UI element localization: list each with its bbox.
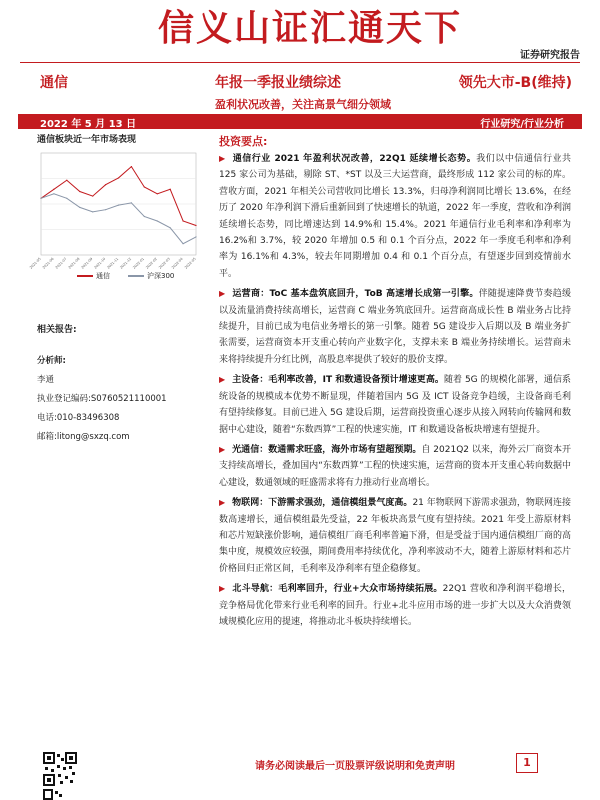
data-point bbox=[79, 207, 80, 208]
para-lead: 通信行业 2021 年盈利状况改善，22Q1 延续增长态势。 bbox=[232, 154, 477, 164]
report-type: 证券研究报告 bbox=[520, 50, 580, 61]
x-tick-label: 2021-09 bbox=[80, 256, 94, 270]
series-line-0 bbox=[41, 167, 196, 226]
paragraph-beidou bbox=[219, 581, 571, 630]
analyst-label: 分析师: bbox=[37, 356, 66, 366]
data-point bbox=[53, 189, 54, 190]
data-point bbox=[157, 220, 158, 221]
x-tick-label: 2021-12 bbox=[119, 256, 133, 270]
data-point bbox=[182, 243, 183, 244]
para-body: 随着 5G 的规模化部署，通信系统设备的规模成本优势不断显现，伴随着国内 5G 及 ICT 设备竞争趋缓，主设备商毛利有望持续修复。目前已进入 5G 建设后期，运营商投资重心逐步从接入网转向传输网和数据中心建设，随着“东数西算”工程的快速实施，IT 和数通设备板块增速有望提升。 bbox=[219, 375, 571, 435]
company-logo: 信义山证汇通天下 bbox=[158, 7, 463, 49]
cert-row bbox=[37, 390, 207, 409]
date-bar bbox=[18, 114, 582, 129]
email-label: 邮箱: bbox=[37, 432, 57, 442]
x-tick-label: 2021-05 bbox=[28, 256, 42, 270]
series-line-1 bbox=[41, 194, 196, 244]
data-point bbox=[53, 193, 54, 194]
investment-highlights bbox=[219, 133, 571, 634]
legend-label-hs300: 沪深300 bbox=[147, 272, 175, 280]
data-point bbox=[144, 186, 145, 187]
data-point bbox=[92, 211, 93, 212]
x-tick-label: 2022-04 bbox=[170, 256, 184, 270]
data-point bbox=[66, 180, 67, 181]
phone-row bbox=[37, 409, 207, 428]
report-date: 2022 年 5 月 13 日 bbox=[40, 119, 137, 130]
email-row bbox=[37, 428, 207, 447]
para-lead: 物联网：下游需求强劲，通信模组景气度高。 bbox=[232, 498, 413, 509]
disclaimer-note: 请务必阅读最后一页股票评级说明和免责声明 bbox=[255, 761, 455, 772]
report-subtitle: 盈利状况改善，关注高景气细分领域 bbox=[215, 98, 391, 111]
legend-item-hs300 bbox=[128, 271, 174, 281]
rating-label: 领先大市-B(维持) bbox=[458, 75, 572, 91]
phone-label: 电话: bbox=[37, 413, 57, 423]
x-tick-label: 2022-02 bbox=[145, 256, 158, 270]
bullet-arrow-icon: ▶ bbox=[219, 444, 226, 454]
paragraph-operators bbox=[219, 286, 571, 368]
header-divider bbox=[20, 62, 580, 63]
qr-code-icon bbox=[43, 752, 77, 786]
investment-heading: 投资要点: bbox=[219, 135, 268, 148]
email-link[interactable]: litong@sxzq.com bbox=[56, 432, 130, 442]
para-body: 自 2021Q2 以来，海外云厂商资本开支持续高增长，叠加国内“东数西算”工程的快速实施，运营商的资本开支重心转向数据中心建设，数通领域的旺盛需求将有力推动行业高增长。 bbox=[219, 444, 572, 488]
para-lead: 光通信：数通需求旺盛，海外市场有望超预期。 bbox=[232, 444, 422, 455]
bullet-arrow-icon: ▶ bbox=[219, 375, 226, 385]
chart-canvas bbox=[28, 147, 202, 270]
data-point bbox=[40, 198, 41, 199]
data-point bbox=[157, 193, 158, 194]
data-point bbox=[182, 220, 183, 221]
legend-item-telecom bbox=[77, 271, 110, 281]
para-body: 22Q1 营收和净利润平稳增长，竞争格局优化带来行业毛利率的回升。行业+北斗应用市场的进一步扩大以及大众消费领域规模化应用的提速，将推动北斗板块持续增长。 bbox=[219, 584, 572, 627]
data-point bbox=[195, 225, 196, 226]
page-number: 1 bbox=[516, 753, 538, 773]
report-section: 行业研究/行业分析 bbox=[480, 119, 564, 130]
sidebar bbox=[28, 132, 197, 287]
x-tick-label: 2021-11 bbox=[106, 256, 120, 270]
data-point bbox=[131, 166, 132, 167]
qr-code-partial-icon bbox=[43, 789, 63, 800]
analyst-name: 李通 bbox=[37, 375, 55, 385]
bullet-arrow-icon: ▶ bbox=[219, 289, 226, 299]
data-point bbox=[92, 195, 93, 196]
phone-value: 010-83496308 bbox=[56, 413, 120, 423]
chart-legend bbox=[77, 271, 174, 281]
para-body: 21 年物联网下游需求强劲，物联网连接数高速增长，通信模组最先受益，22 年板块高景气度有望持续。2021 年受上游原材料和芯片短缺涨价影响，通信模组厂商毛利率普遍下滑，但是受益于国内通信模组厂商的高集中度，规模效应较强，期间费用率持续优化，净利率波动不大，随着上游原材料和芯片价格回归正常区间，毛利率及净利率有望企稳修复。 bbox=[219, 498, 571, 574]
industry-label: 通信 bbox=[40, 75, 68, 91]
x-tick-label: 2021-08 bbox=[67, 256, 81, 270]
paragraph-equipment bbox=[219, 372, 571, 438]
cert-label: 执业登记编码: bbox=[37, 394, 91, 404]
x-tick-label: 2022-03 bbox=[158, 256, 171, 270]
x-tick-label: 2021-06 bbox=[41, 256, 55, 270]
data-point bbox=[79, 191, 80, 192]
legend-label-telecom: 通信 bbox=[96, 272, 110, 280]
paragraph-performance bbox=[219, 151, 571, 282]
data-point bbox=[66, 198, 67, 199]
data-point bbox=[105, 184, 106, 185]
x-tick-label: 2022-01 bbox=[132, 256, 146, 270]
report-title: 年报一季报业绩综述 bbox=[215, 75, 341, 91]
bullet-arrow-icon: ▶ bbox=[219, 584, 226, 594]
chart-title: 通信板块近一年市场表现 bbox=[37, 135, 137, 145]
market-chart bbox=[28, 147, 202, 287]
data-point bbox=[170, 227, 171, 228]
related-reports-label: 相关报告: bbox=[37, 325, 77, 335]
para-lead: 主设备：毛利率改善，IT 和数通设备预计增速更高。 bbox=[232, 375, 444, 386]
data-point bbox=[118, 177, 119, 178]
data-point bbox=[195, 236, 196, 237]
data-point bbox=[170, 189, 171, 190]
x-tick-label: 2021-07 bbox=[54, 256, 68, 270]
data-point bbox=[144, 216, 145, 217]
x-tick-label: 2022-05 bbox=[183, 256, 197, 270]
data-point bbox=[131, 202, 132, 203]
x-tick-label: 2021-10 bbox=[93, 256, 107, 270]
para-lead: 北斗导航：毛利率回升，行业+大众市场持续拓展。 bbox=[232, 584, 443, 595]
paragraph-iot bbox=[219, 495, 571, 577]
para-lead: 运营商：ToC 基本盘筑底回升，ToB 高速增长成第一引擎。 bbox=[232, 289, 479, 300]
cert-value: S0760521110001 bbox=[90, 394, 167, 404]
para-body: 伴随提速降费节奏趋缓以及流量消费持续高增长，运营商 C 端业务筑底回升。运营商高成长性 B 端业务占比持续提升，目前已成为电信业务增长的第一引擎。随着 5G 建设步入后期以及 B 端业务扩张需要，运营商资本开支重心转向产业数字化，支撑未来 B 端业务持续增长。运营商未来将持续提升分红比例，高股息率提供了较好的股价支撑。 bbox=[219, 289, 571, 365]
data-point bbox=[118, 205, 119, 206]
bullet-arrow-icon: ▶ bbox=[219, 498, 226, 508]
data-point bbox=[105, 209, 106, 210]
para-body: 我们以中信通信行业共 125 家公司为基础，剔除 ST、*ST 以及三大运营商，最终形成 112 家公司的标的库。营收方面，2021 年相关公司营收同比增长 13.3%，归母净利润同比增长 13.6%，在经历了 2020 年净利润下滑后重新回到了快速增长的轨道，2022 年一季度，营收和净利润延续增长态势，同比增速达到 14.9%和 15.4%。2021 年通信行业毛利率和净利率为 16.2%和 3.7%，较 2020 年增加 0.5 和 0.1 个百分点，2022 年一季度毛利率和净利率为 16.1%和 4.3%，较去年同期增加 0.4 和 0.1 个百分点，有望逐步回到疫情前水平。 bbox=[219, 154, 571, 279]
bullet-arrow-icon: ▶ bbox=[219, 154, 226, 163]
paragraph-optical bbox=[219, 442, 571, 491]
analyst-info bbox=[37, 352, 207, 447]
